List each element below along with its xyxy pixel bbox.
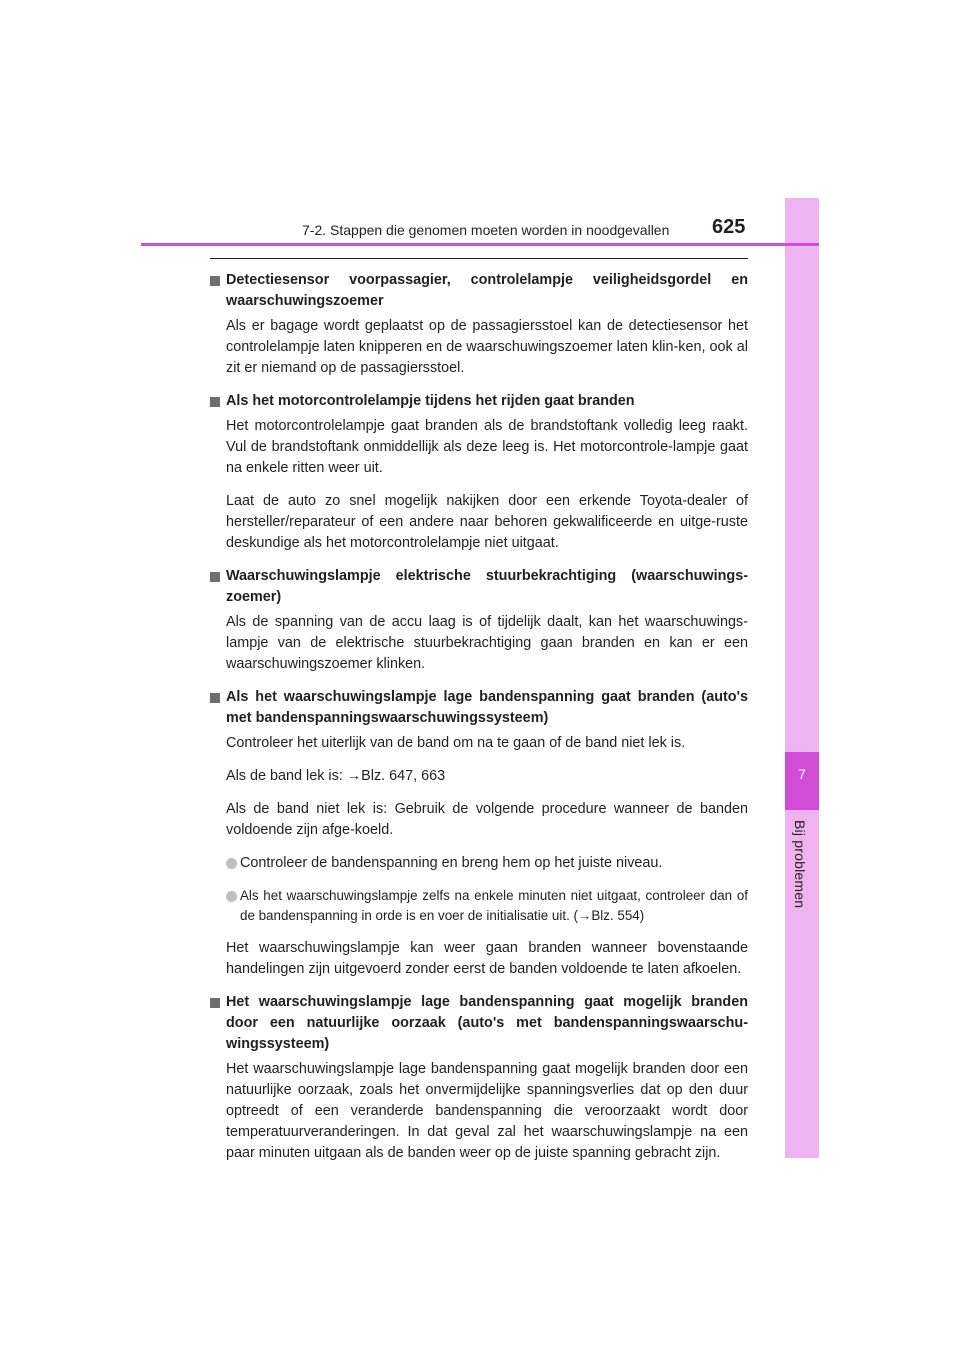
section-natural-cause [210, 992, 748, 1164]
section-heading: Het waarschuwingslampje lage bandenspanning gaat mogelijk branden door een natuurlijke oorzaak (auto's met bandenspanningswaarschu-wingssysteem) [210, 992, 748, 1055]
chapter-number: 7 [798, 766, 806, 782]
square-bullet-icon [210, 276, 220, 286]
round-bullet-icon [226, 858, 237, 869]
section-heading: Waarschuwingslampje elektrische stuurbekrachtiging (waarschuwings-zoemer) [210, 566, 748, 608]
section-tire-pressure [210, 687, 748, 980]
paragraph: Het waarschuwingslampje lage bandenspanning gaat mogelijk branden door een natuurlijke oorzaak, zoals het onvermijdelijke spanningsverlies dat op den duur optreedt of een veranderde bandenspanning die veroorzaakt wordt door temperatuurveranderingen. In dat geval zal het waarschuwingslampje na een paar minuten uitgaan als de banden weer op de juiste spanning gebracht zijn. [226, 1061, 748, 1161]
list-item: Als het waarschuwingslampje zelfs na enkele minuten niet uitgaat, controleer dan of de bandenspanning in orde is en voer de initialisatie uit. (→Blz. 554) [210, 886, 748, 926]
header-section-title: 7-2. Stappen die genomen moeten worden in noodgevallen [302, 222, 670, 238]
paragraph: Het motorcontrolelampje gaat branden als de brandstoftank volledig leeg raakt. Vul de brandstoftank onmiddellijk als deze leeg is. Het motorcontrole-lampje gaat na enkele ritten weer uit. [226, 418, 748, 476]
list-item: Controleer de bandenspanning en breng hem op het juiste niveau. [210, 853, 748, 874]
content-top-rule [210, 258, 748, 259]
section-heading: Als het motorcontrolelampje tijdens het rijden gaat branden [210, 391, 748, 412]
section-passenger-sensor [210, 270, 748, 379]
paragraph: Laat de auto zo snel mogelijk nakijken door een erkende Toyota-dealer of hersteller/reparateur of een andere naar behoren gekwalificeerde en uitge-ruste deskundige als het motorcontrolelampje niet uitgaat. [226, 493, 748, 551]
page-content [210, 270, 748, 1176]
section-heading: Detectiesensor voorpassagier, controlelampje veiligheidsgordel en waarschuwingszoemer [210, 270, 748, 312]
paragraph: Het waarschuwingslampje kan weer gaan branden wanneer bovenstaande handelingen zijn uitgevoerd zonder eerst de banden voldoende te laten afkoelen. [226, 940, 748, 977]
section-power-steering [210, 566, 748, 675]
paragraph: Als er bagage wordt geplaatst op de passagiersstoel kan de detectiesensor het controlelampje laten knipperen en de waarschuwingszoemer laten klin-ken, ook al zit er niemand op de passagiersstoel. [226, 318, 748, 376]
paragraph: Als de spanning van de accu laag is of tijdelijk daalt, kan het waarschuwings-lampje van de elektrische stuurbekrachtiging gaan branden en kan er een waarschuwingszoemer klinken. [226, 614, 748, 672]
header-divider [141, 243, 819, 246]
square-bullet-icon [210, 397, 220, 407]
section-heading: Als het waarschuwingslampje lage bandenspanning gaat branden (auto's met bandenspanningswaarschuwingssysteem) [210, 687, 748, 729]
page-number: 625 [712, 216, 746, 238]
side-tab [785, 198, 819, 1158]
section-engine-lamp [210, 391, 748, 554]
square-bullet-icon [210, 693, 220, 703]
chapter-title: Bij problemen [792, 820, 808, 909]
square-bullet-icon [210, 998, 220, 1008]
paragraph-page-ref: Als de band lek is: →Blz. 647, 663 [226, 768, 446, 784]
square-bullet-icon [210, 572, 220, 582]
paragraph: Als de band niet lek is: Gebruik de volgende procedure wanneer de banden voldoende zijn afge-koeld. [226, 801, 748, 838]
paragraph: Controleer het uiterlijk van de band om na te gaan of de band niet lek is. [226, 735, 686, 751]
round-bullet-icon [226, 891, 237, 902]
